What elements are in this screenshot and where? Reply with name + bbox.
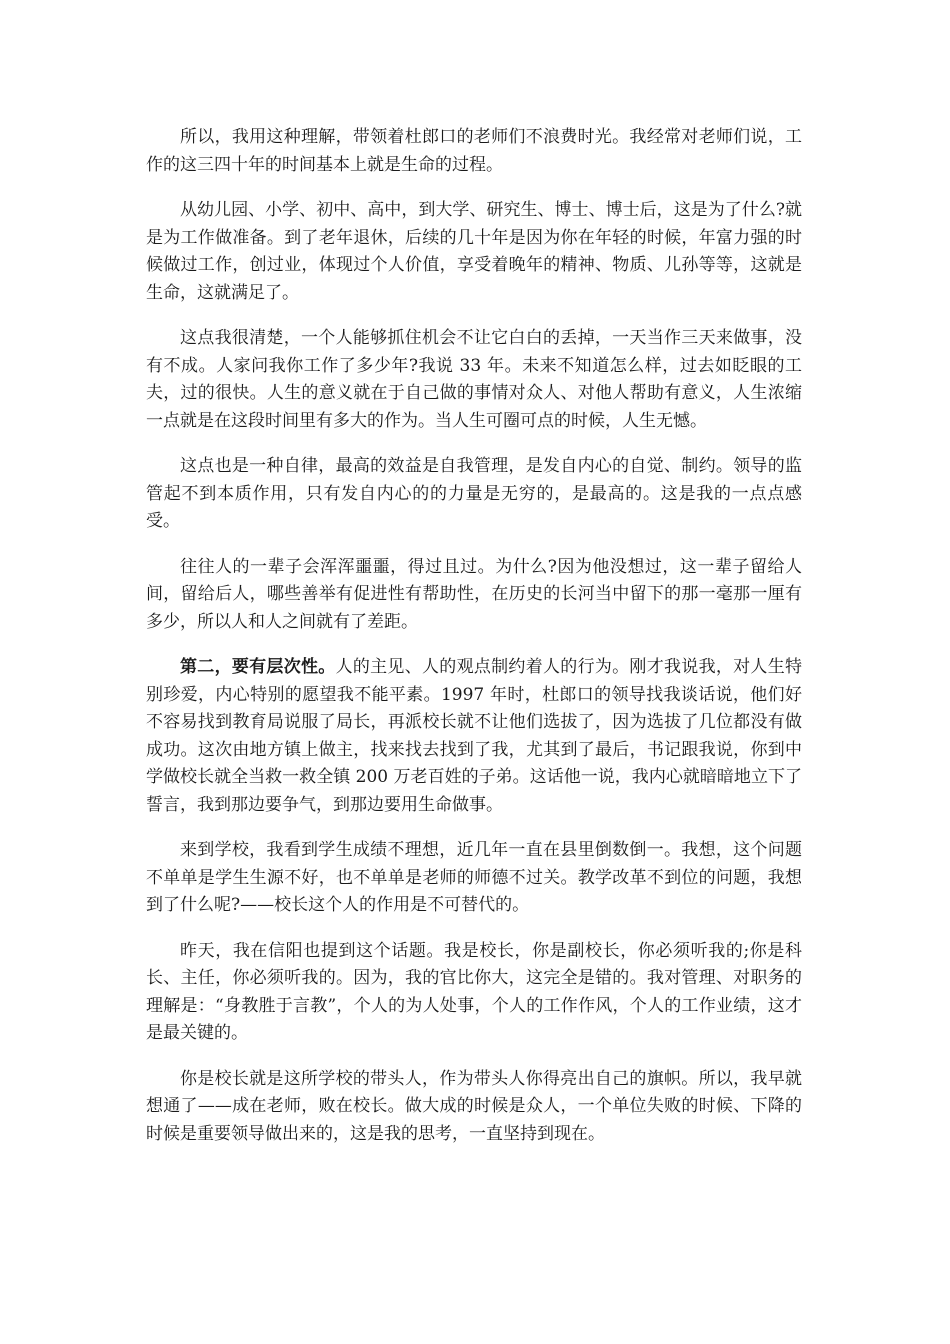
paragraph-6 <box>146 654 802 819</box>
paragraph-text: 来到学校，我看到学生成绩不理想，近几年一直在县里倒数倒一。我想，这个问题不单单是学生生源不好，也不单单是老师的师德不过关。教学改革不到位的问题，我想到了什么呢?——校长这个人的作用是不可替代的。 <box>146 840 802 915</box>
paragraph-text: 所以，我用这种理解，带领着杜郎口的老师们不浪费时光。我经常对老师们说，工作的这三四十年的时间基本上就是生命的过程。 <box>146 127 802 175</box>
paragraph-8 <box>146 938 802 1048</box>
paragraph-3 <box>146 325 802 435</box>
paragraph-1 <box>146 124 802 179</box>
paragraph-9 <box>146 1066 802 1149</box>
document-page <box>146 124 802 1166</box>
paragraph-text: 人的主见、人的观点制约着人的行为。刚才我说我，对人生特别珍爱，内心特别的愿望我不能平素。1997 年时，杜郎口的领导找我谈话说，他们好不容易找到教育局说服了局长，再派校长就不让他们选拔了，因为选拔了几位都没有做成功。这次由地方镇上做主，找来找去找到了我，尤其到了最后，书记跟我说，你到中学做校长就全当救一救全镇 200 万老百姓的子弟。这话他一说，我内心就暗暗地立下了誓言，我到那边要争气，到那边要用生命做事。 <box>146 657 803 815</box>
paragraph-4 <box>146 453 802 536</box>
paragraph-7 <box>146 837 802 920</box>
paragraph-text: 从幼儿园、小学、初中、高中，到大学、研究生、博士、博士后，这是为了什么?就是为工作做准备。到了老年退休，后续的几十年是因为你在年轻的时候，年富力强的时候做过工作，创过业，体现过个人价值，享受着晚年的精神、物质、儿孙等等，这就是生命，这就满足了。 <box>146 200 802 303</box>
paragraph-2 <box>146 197 802 307</box>
paragraph-text: 你是校长就是这所学校的带头人，作为带头人你得亮出自己的旗帜。所以，我早就想通了——成在老师，败在校长。做大成的时候是众人，一个单位失败的时候、下降的时候是重要领导做出来的，这是我的思考，一直坚持到现在。 <box>146 1068 802 1144</box>
paragraph-text: 昨天，我在信阳也提到这个话题。我是校长，你是副校长，你必须听我的;你是科长、主任，你必须听我的。因为，我的官比你大，这完全是错的。我对管理、对职务的理解是：“身教胜于言教”，个人的为人处事，个人的工作作风，个人的工作业绩，这才是最关键的。 <box>146 940 802 1043</box>
paragraph-5 <box>146 554 802 637</box>
paragraph-text: 往往人的一辈子会浑浑噩噩，得过且过。为什么?因为他没想过，这一辈子留给人间，留给后人，哪些善举有促进性有帮助性，在历史的长河当中留下的那一毫那一厘有多少，所以人和人之间就有了差距。 <box>146 556 802 632</box>
paragraph-text: 这点也是一种自律，最高的效益是自我管理，是发自内心的自觉、制约。领导的监管起不到本质作用，只有发自内心的的力量是无穷的，是最高的。这是我的一点点感受。 <box>146 456 802 531</box>
section-lead-heading: 第二，要有层次性。 <box>180 657 336 677</box>
paragraph-text: 这点我很清楚，一个人能够抓住机会不让它白白的丢掉，一天当作三天来做事，没有不成。人家问我你工作了多少年?我说 33 年。未来不知道怎么样，过去如眨眼的工夫，过的很快。人生的意义就在于自己做的事情对众人、对他人帮助有意义，人生浓缩一点就是在这段时间里有多大的作为。当人生可圈可点的时候，人生无憾。 <box>146 328 802 431</box>
